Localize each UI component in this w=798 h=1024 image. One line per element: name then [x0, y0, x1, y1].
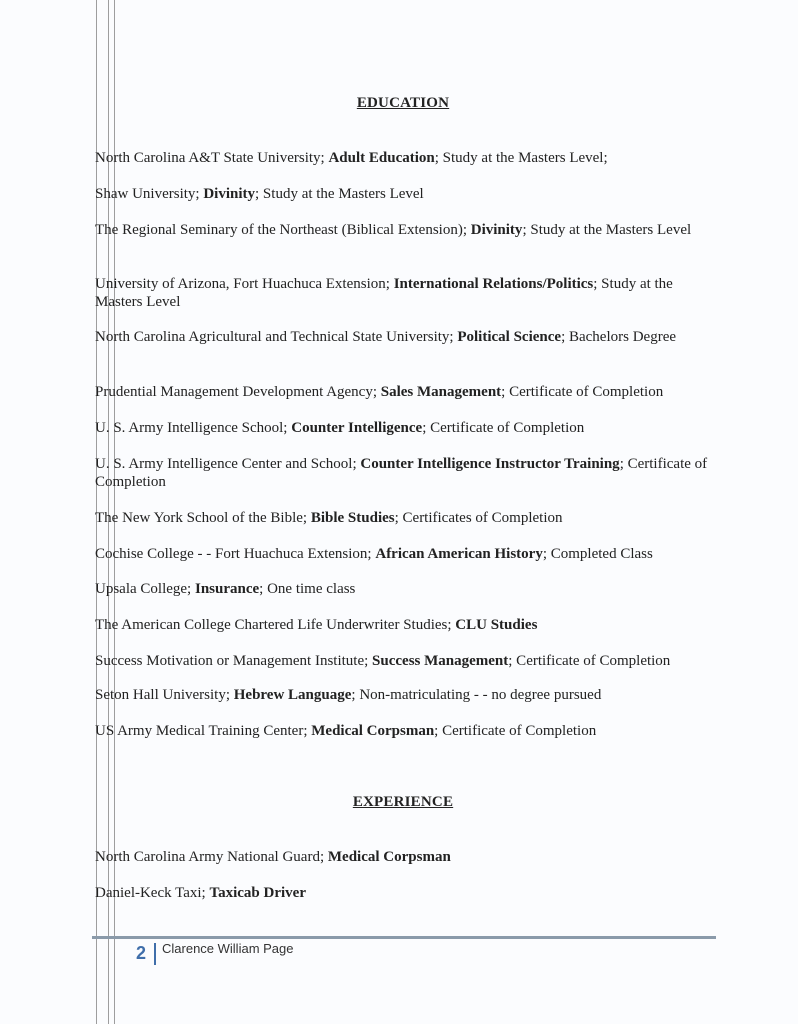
experience-entry: Daniel-Keck Taxi; Taxicab Driver	[95, 885, 306, 901]
education-entry: The New York School of the Bible; Bible Studies; Certificates of Completion	[95, 510, 563, 526]
education-entry: Shaw University; Divinity; Study at the Masters Level	[95, 186, 424, 202]
footer-author-name: Clarence William Page	[162, 941, 294, 956]
page-number: 2	[136, 943, 147, 963]
education-entry: Success Motivation or Management Institute; Success Management; Certificate of Completion	[95, 653, 671, 669]
education-entry: The American College Chartered Life Underwriter Studies; CLU Studies	[95, 617, 538, 633]
footer-divider	[92, 936, 716, 939]
education-heading: EDUCATION	[356, 95, 450, 111]
education-entry: University of Arizona, Fort Huachuca Extension; International Relations/Politics; Study at the Masters Level	[95, 276, 673, 310]
experience-heading: EXPERIENCE	[352, 794, 454, 810]
education-entry: The Regional Seminary of the Northeast (Biblical Extension); Divinity; Study at the Masters Level	[95, 222, 692, 238]
education-entry: Cochise College - - Fort Huachuca Extension; African American History; Completed Class	[95, 546, 653, 562]
experience-entry: North Carolina Army National Guard; Medical Corpsman	[95, 849, 451, 865]
footer-separator	[154, 943, 156, 965]
education-entry: Upsala College; Insurance; One time class	[95, 581, 356, 597]
education-entry: U. S. Army Intelligence School; Counter Intelligence; Certificate of Completion	[95, 420, 585, 436]
education-entry: Seton Hall University; Hebrew Language; Non-matriculating - - no degree pursued	[95, 687, 602, 703]
education-entry: North Carolina A&T State University; Adult Education; Study at the Masters Level;	[95, 150, 608, 166]
education-entry: North Carolina Agricultural and Technical State University; Political Science; Bachelors Degree	[95, 329, 677, 345]
education-entry: U. S. Army Intelligence Center and School; Counter Intelligence Instructor Training; Certificate of Completion	[95, 456, 708, 490]
education-entry: Prudential Management Development Agency; Sales Management; Certificate of Completion	[95, 384, 664, 400]
education-entry: US Army Medical Training Center; Medical Corpsman; Certificate of Completion	[95, 723, 597, 739]
